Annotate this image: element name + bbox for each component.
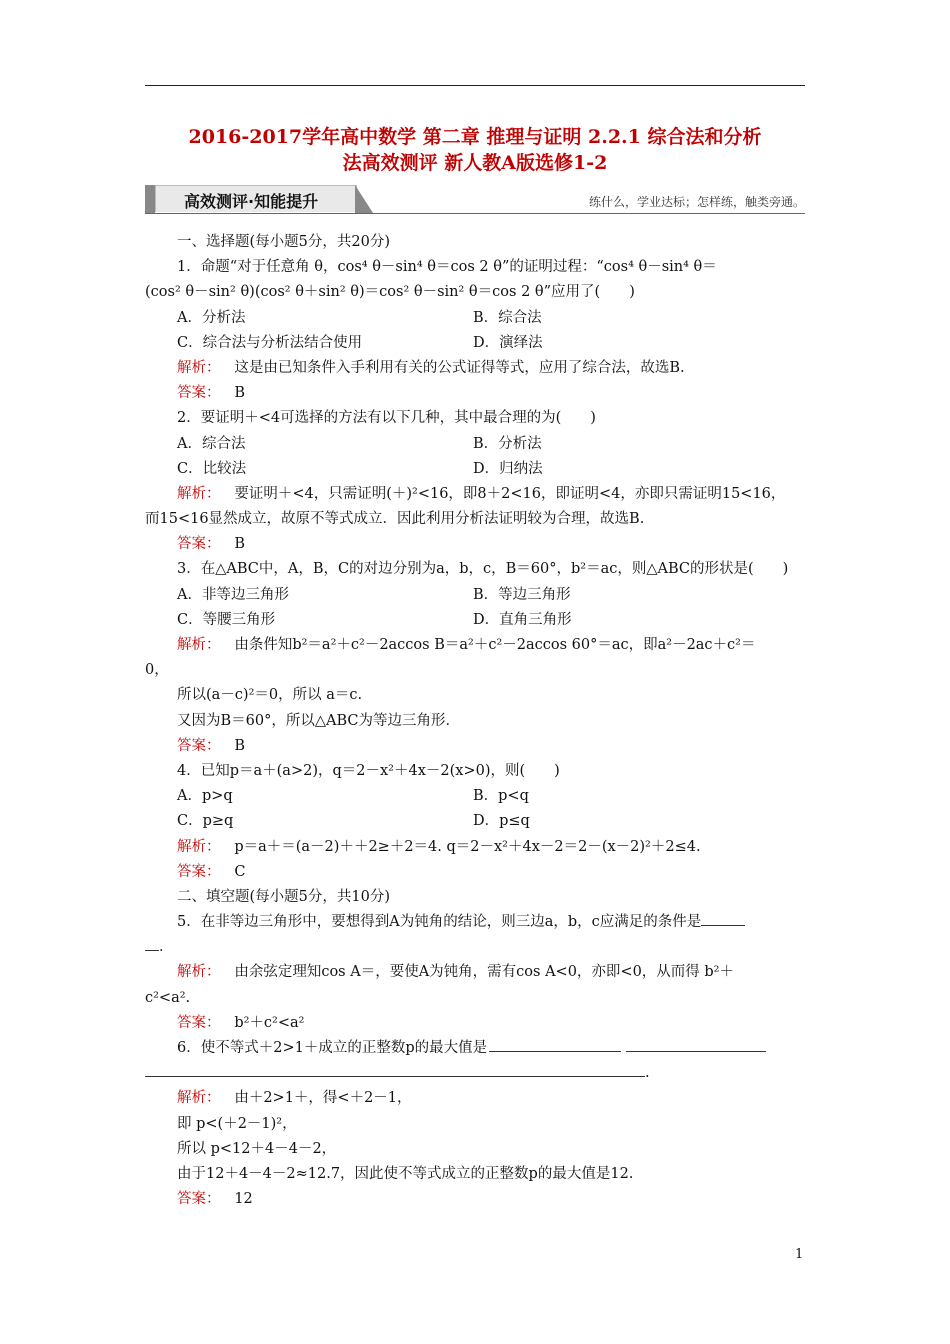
question-1: 1．命题“对于任意角 θ，cos⁴ θ－sin⁴ θ＝cos 2 θ”的证明过程：“cos⁴ θ－sin⁴ θ＝ (177, 259, 717, 276)
answer-line (145, 1011, 805, 1036)
answer-label: 答案： (177, 385, 221, 402)
option-c: C．等腰三角形 (177, 611, 276, 628)
answer-text: B (234, 536, 245, 553)
option-d: D．直角三角形 (473, 611, 572, 628)
analysis-line (145, 835, 805, 860)
page-number: 1 (795, 1247, 804, 1262)
answer-blank (489, 1039, 621, 1052)
analysis-label: 解析： (177, 838, 221, 855)
answer-text: C (234, 863, 246, 880)
banner-underline (145, 213, 805, 214)
answer-line (145, 532, 805, 557)
answer-label: 答案： (177, 536, 221, 553)
option-c: C．综合法与分析法结合使用 (177, 334, 363, 351)
section-heading: 一、选择题(每小题5分，共20分) (177, 234, 390, 250)
option-row (145, 457, 805, 482)
option-a: A．非等边三角形 (177, 586, 289, 603)
banner-arrow (355, 185, 373, 213)
answer-line (145, 381, 805, 406)
option-b: B．综合法 (473, 309, 542, 326)
exercise-content (145, 230, 805, 1212)
answer-label: 答案： (177, 737, 221, 754)
banner-label: 高效测评·知能提升 (184, 192, 319, 211)
analysis-cont: c²<a². (145, 989, 191, 1006)
analysis-line (145, 1086, 805, 1111)
analysis-label: 解析： (177, 1090, 221, 1107)
analysis-label: 解析： (177, 964, 221, 981)
question-3: 3．在△ABC中，A，B，C的对边分别为a，b，c，B＝60°，b²＝ac，则△ABC的形状是( ) (177, 561, 789, 578)
answer-line (145, 1187, 805, 1212)
option-c: C．比较法 (177, 460, 247, 477)
question-2: 2．要证明＋<4可选择的方法有以下几种，其中最合理的为( ) (177, 410, 596, 427)
option-b: B．分析法 (473, 435, 542, 452)
option-row (145, 784, 805, 809)
question-5 (145, 910, 805, 935)
analysis-line (145, 482, 805, 507)
analysis-line (145, 356, 805, 381)
option-row (145, 306, 805, 331)
answer-label: 答案： (177, 1191, 221, 1208)
answer-text: 12 (234, 1191, 253, 1208)
option-d: D．归纳法 (473, 460, 543, 477)
section-heading: 二、填空题(每小题5分，共10分) (177, 888, 390, 905)
banner-accent (145, 185, 155, 213)
option-row (145, 331, 805, 356)
question-6-text: 6．使不等式＋2>1＋成立的正整数p的最大值是 (177, 1040, 488, 1056)
option-a: A．p>q (177, 788, 233, 805)
option-row (145, 583, 805, 608)
analysis-label: 解析： (177, 485, 221, 502)
question-6 (145, 1036, 805, 1061)
question-6-cont (145, 1061, 805, 1086)
analysis-line (145, 633, 805, 658)
answer-label: 答案： (177, 1014, 221, 1031)
option-row (145, 432, 805, 457)
analysis-cont: 所以 p<12＋4－4－2， (177, 1140, 337, 1157)
option-d: D．演绎法 (473, 334, 543, 351)
question-5-end: ． (159, 939, 174, 956)
analysis-text: 要证明＋<4，只需证明(＋)²<16，即8＋2<16，即证明<4，亦即只需证明15<16， (234, 485, 786, 502)
option-a: A．分析法 (177, 309, 246, 326)
banner-box (155, 185, 357, 212)
analysis-cont: 而15<16显然成立，故原不等式成立．因此利用分析法证明较为合理，故选B. (145, 511, 645, 528)
analysis-text: p＝a＋＝(a－2)＋＋2≥＋2＝4. q＝2－x²＋4x－2＝2－(x－2)²＋2≤4. (234, 838, 701, 855)
answer-blank (145, 1064, 645, 1077)
analysis-line (145, 960, 805, 985)
analysis-cont: 又因为B＝60°，所以△ABC为等边三角形． (177, 712, 460, 729)
document-title (145, 124, 805, 176)
analysis-label: 解析： (177, 637, 221, 653)
analysis-text: 这是由已知条件入手利用有关的公式证得等式，应用了综合法，故选B. (234, 359, 685, 376)
question-1-cont: (cos² θ－sin² θ)(cos² θ＋sin² θ)＝cos² θ－sin² θ＝cos 2 θ”应用了( ) (145, 284, 635, 301)
section-banner (145, 185, 805, 215)
top-rule (145, 85, 805, 86)
option-c: C．p≥q (177, 813, 234, 830)
answer-blank (701, 913, 745, 926)
option-row (145, 809, 805, 834)
analysis-cont: 由于12＋4－4－2≈12.7，因此使不等式成立的正整数p的最大值是12. (177, 1165, 634, 1182)
answer-line (145, 734, 805, 759)
analysis-cont: 0， (145, 662, 169, 679)
option-b: B．等边三角形 (473, 586, 571, 603)
answer-label: 答案： (177, 863, 221, 880)
answer-blank (145, 938, 159, 951)
option-d: D．p≤q (473, 813, 530, 830)
answer-blank (626, 1039, 766, 1052)
answer-line (145, 860, 805, 885)
option-a: A．综合法 (177, 435, 246, 452)
analysis-text: 由余弦定理知cos A＝，要使A为钝角，需有cos A<0，亦即<0，从而得 b²＋ (234, 964, 734, 981)
analysis-label: 解析： (177, 359, 221, 376)
title-line-2: 法高效测评 新人教A版选修1-2 (342, 152, 608, 174)
answer-text: b²＋c²<a² (234, 1014, 305, 1031)
answer-text: B (234, 737, 245, 754)
analysis-cont: 即 p<(＋2－1)²， (177, 1115, 297, 1132)
question-6-end: . (645, 1065, 650, 1082)
analysis-text: 由条件知b²＝a²＋c²－2accos B＝a²＋c²－2accos 60°＝ac，即a²－2ac＋c²＝ (234, 637, 756, 653)
question-5-cont (145, 935, 805, 960)
analysis-text: 由＋2>1＋，得<＋2－1， (234, 1090, 412, 1107)
banner-slogan: 练什么，学业达标；怎样练，触类旁通。 (588, 195, 805, 209)
analysis-cont: 所以(a－c)²＝0，所以 a＝c. (177, 687, 363, 704)
question-4: 4．已知p＝a＋(a>2)，q＝2－x²＋4x－2(x>0)，则( ) (177, 762, 560, 779)
title-line-1: 2016-2017学年高中数学 第二章 推理与证明 2.2.1 综合法和分析 (188, 126, 762, 148)
answer-text: B (234, 385, 245, 402)
question-5-text: 5．在非等边三角形中，要想得到A为钝角的结论，则三边a，b，c应满足的条件是 (177, 914, 702, 931)
option-row (145, 608, 805, 633)
option-b: B．p<q (473, 788, 529, 805)
